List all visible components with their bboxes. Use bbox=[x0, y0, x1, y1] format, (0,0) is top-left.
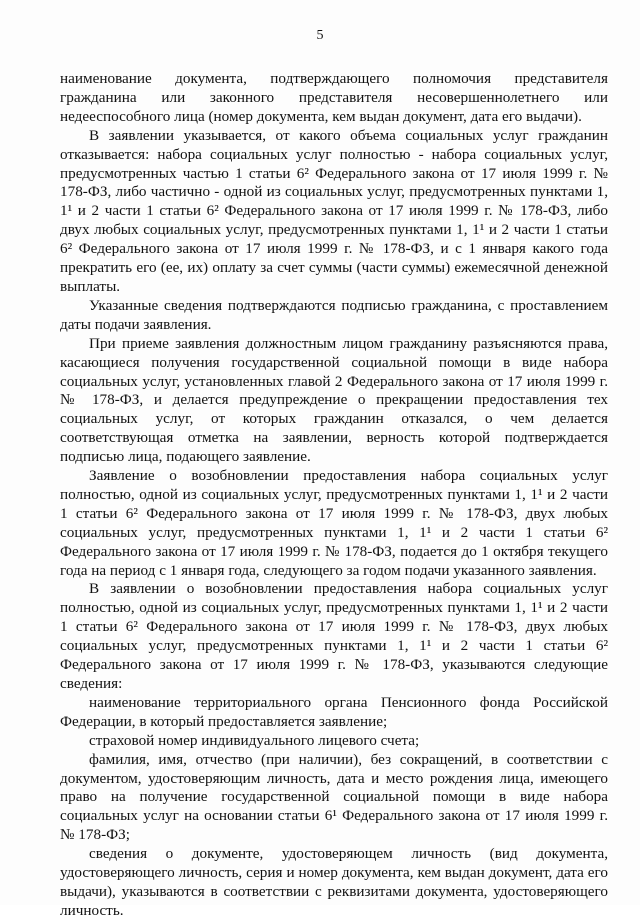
paragraph-representative-document: наименование документа, подтверждающего полномочия представителя гражданина или законного представителя несовершеннолетнего или недееспособного лица (номер документа, кем выдан документ, дата его выдачи). bbox=[60, 70, 608, 125]
paragraph-rights-explanation: При приеме заявления должностным лицом гражданину разъясняются права, касающиеся получения государственной социальной помощи в виде набора социальных услуг, установленных главой 2 Федерального закона от 17 июля 1999 г. № 178-ФЗ, и делается предупреждение о прекращении предоставления тех социальных услуг, от которых гражданин отказался, о чем делается соответствующая отметка на заявлении, верность которой подтверждается подписью лица, подающего заявление. bbox=[60, 334, 608, 466]
paragraph-resumption-deadline: Заявление о возобновлении предоставления набора социальных услуг полностью, одной из социальных услуг, предусмотренных пунктами 1, 1¹ и 2 части 1 статьи 6² Федерального закона от 17 июля 1999 г. № 178-ФЗ, двух любых социальных услуг, предусмотренных пунктами 1, 1¹ и 2 части 1 статьи 6² Федерального закона от 17 июля 1999 г. № 178-ФЗ, подается до 1 октября текущего года на период с 1 января года, следующего за годом подачи указанного заявления. bbox=[60, 467, 608, 579]
paragraph-refusal-scope: В заявлении указывается, от какого объема социальных услуг гражданин отказывается: набора социальных услуг полностью - набора социальных услуг, предусмотренных частью 1 статьи 6² Федерального закона от 17 июля 1999 г. № 178-ФЗ, либо частично - одной из социальных услуг, предусмотренных пунктами 1, 1¹ и 2 части 1 статьи 6² Федерального закона от 17 июля 1999 г. № 178-ФЗ, либо двух любых социальных услуг, предусмотренных пунктами 1, 1¹ и 2 части 1 статьи 6² Федерального закона от 17 июля 1999 г. № 178-ФЗ, и с 1 января какого года прекратить его (ее, их) оплату за счет суммы (части суммы) ежемесячной денежной выплаты. bbox=[60, 126, 608, 295]
page-number: 5 bbox=[316, 28, 324, 43]
paragraph-signature-confirmation: Указанные сведения подтверждаются подписью гражданина, с проставлением даты подачи заявления. bbox=[60, 296, 608, 333]
document-body bbox=[60, 70, 608, 921]
list-item-territorial-body: наименование территориального органа Пенсионного фонда Российской Федерации, в который предоставляется заявление; bbox=[60, 693, 608, 730]
list-item-identity-document: сведения о документе, удостоверяющем личность (вид документа, удостоверяющего личность, серия и номер документа, кем выдан документ, дата его выдачи), указываются в соответствии с реквизитами документа, удостоверяющего личность. bbox=[60, 845, 608, 919]
paragraph-resumption-contents: В заявлении о возобновлении предоставления набора социальных услуг полностью, одной из социальных услуг, предусмотренных пунктами 1, 1¹ и 2 части 1 статьи 6² Федерального закона от 17 июля 1999 г. № 178-ФЗ, двух любых социальных услуг, предусмотренных пунктами 1, 1¹ и 2 части 1 статьи 6² Федерального закона от 17 июля 1999 г. № 178-ФЗ, указываются следующие сведения: bbox=[60, 580, 608, 692]
list-item-insurance-number: страховой номер индивидуального лицевого счета; bbox=[89, 731, 420, 749]
list-item-full-name: фамилия, имя, отчество (при наличии), без сокращений, в соответствии с документом, удостоверяющим личность, дата и место рождения лица, имеющего право на получение государственной социальной помощи в виде набора социальных услуг на основании статьи 6¹ Федерального закона от 17 июля 1999 г. № 178-ФЗ; bbox=[60, 750, 608, 844]
